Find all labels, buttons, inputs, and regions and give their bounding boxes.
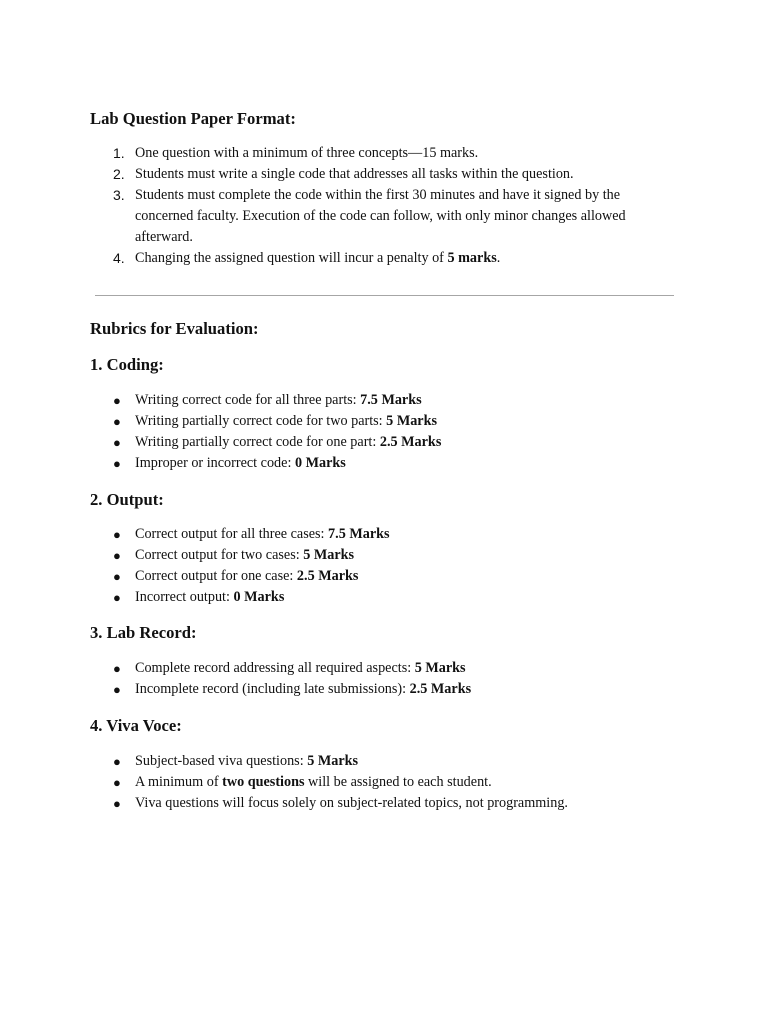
item-text: Improper or incorrect code: — [135, 455, 295, 471]
output-list — [90, 524, 690, 608]
item-number: 4. — [113, 250, 125, 266]
list-item — [90, 545, 690, 566]
list-item — [90, 658, 690, 679]
item-text: A minimum of — [135, 774, 223, 790]
list-item — [90, 751, 690, 772]
horizontal-divider — [95, 295, 674, 296]
bullet-icon: ● — [113, 435, 121, 450]
bullet-icon: ● — [113, 569, 121, 584]
item-emphasis: 0 Marks — [294, 455, 346, 471]
bullet-icon: ● — [113, 661, 121, 676]
viva-voce-list — [90, 751, 690, 814]
list-item — [90, 432, 690, 453]
item-emphasis: two questions — [222, 774, 305, 790]
bullet-icon: ● — [113, 775, 121, 790]
list-item — [90, 679, 690, 700]
list-item — [90, 793, 690, 814]
bullet-icon: ● — [113, 754, 121, 769]
format-item — [90, 164, 680, 185]
item-text: Writing partially correct code for one part: — [135, 434, 380, 450]
section-title-output: 2. Output: — [90, 490, 164, 509]
bullet-icon: ● — [113, 796, 121, 811]
list-item — [90, 566, 690, 587]
list-item — [90, 772, 690, 793]
list-item — [90, 453, 690, 474]
format-item — [90, 248, 680, 269]
lab-record-list — [90, 658, 690, 700]
item-emphasis: 5 Marks — [414, 660, 466, 676]
format-item — [90, 143, 680, 164]
item-text: Incorrect output: — [135, 589, 234, 605]
item-text: Writing partially correct code for two parts: — [135, 413, 387, 429]
item-text: One question with a minimum of three concepts—15 marks. — [135, 145, 479, 161]
coding-list — [90, 390, 690, 474]
format-item — [90, 185, 680, 248]
bullet-icon: ● — [113, 548, 121, 563]
item-text: Correct output for two cases: — [135, 547, 304, 563]
bullet-icon: ● — [113, 682, 121, 697]
list-item — [90, 390, 690, 411]
item-emphasis: 5 Marks — [303, 547, 355, 563]
item-text: Incomplete record (including late submissions): — [135, 681, 410, 697]
item-emphasis: 7.5 Marks — [360, 392, 422, 408]
item-number: 2. — [113, 166, 125, 182]
item-emphasis: 2.5 Marks — [379, 434, 442, 450]
section-title-coding: 1. Coding: — [90, 355, 164, 374]
bullet-icon: ● — [113, 414, 121, 429]
item-text: Students must write a single code that addresses all tasks within the question. — [135, 166, 574, 182]
item-number: 1. — [113, 145, 125, 161]
list-item — [90, 587, 690, 608]
section-title-viva-voce: 4. Viva Voce: — [90, 716, 182, 735]
bullet-icon: ● — [113, 527, 121, 542]
item-text: Writing correct code for all three parts: — [135, 392, 361, 408]
bullet-icon: ● — [113, 456, 121, 471]
item-emphasis: 2.5 Marks — [296, 568, 359, 584]
item-text: Subject-based viva questions: — [135, 753, 308, 769]
rubrics-heading: Rubrics for Evaluation: — [90, 319, 259, 338]
item-text-after: will be assigned to each student. — [304, 774, 492, 790]
format-list — [90, 143, 680, 269]
item-emphasis: 5 Marks — [307, 753, 359, 769]
item-text: Correct output for one case: — [135, 568, 297, 584]
item-text-after: . — [496, 250, 501, 266]
item-text: Students must complete the code within the first 30 minutes and have it signed by the concerned faculty. Execution of the code can follow, with only minor changes allowed afterward. — [135, 187, 626, 245]
bullet-icon: ● — [113, 590, 121, 605]
item-text: Complete record addressing all required aspects: — [135, 660, 415, 676]
item-text: Viva questions will focus solely on subject-related topics, not programming. — [135, 795, 568, 811]
list-item — [90, 411, 690, 432]
item-text: Correct output for all three cases: — [135, 526, 329, 542]
item-emphasis: 7.5 Marks — [328, 526, 390, 542]
item-text: Changing the assigned question will incur a penalty of — [135, 250, 448, 266]
section-title-lab-record: 3. Lab Record: — [90, 623, 197, 642]
format-heading: Lab Question Paper Format: — [90, 109, 296, 128]
item-emphasis: 5 marks — [447, 250, 497, 266]
item-emphasis: 5 Marks — [386, 413, 438, 429]
item-number: 3. — [113, 187, 125, 203]
list-item — [90, 524, 690, 545]
item-emphasis: 2.5 Marks — [409, 681, 472, 697]
item-emphasis: 0 Marks — [233, 589, 285, 605]
bullet-icon: ● — [113, 393, 121, 408]
